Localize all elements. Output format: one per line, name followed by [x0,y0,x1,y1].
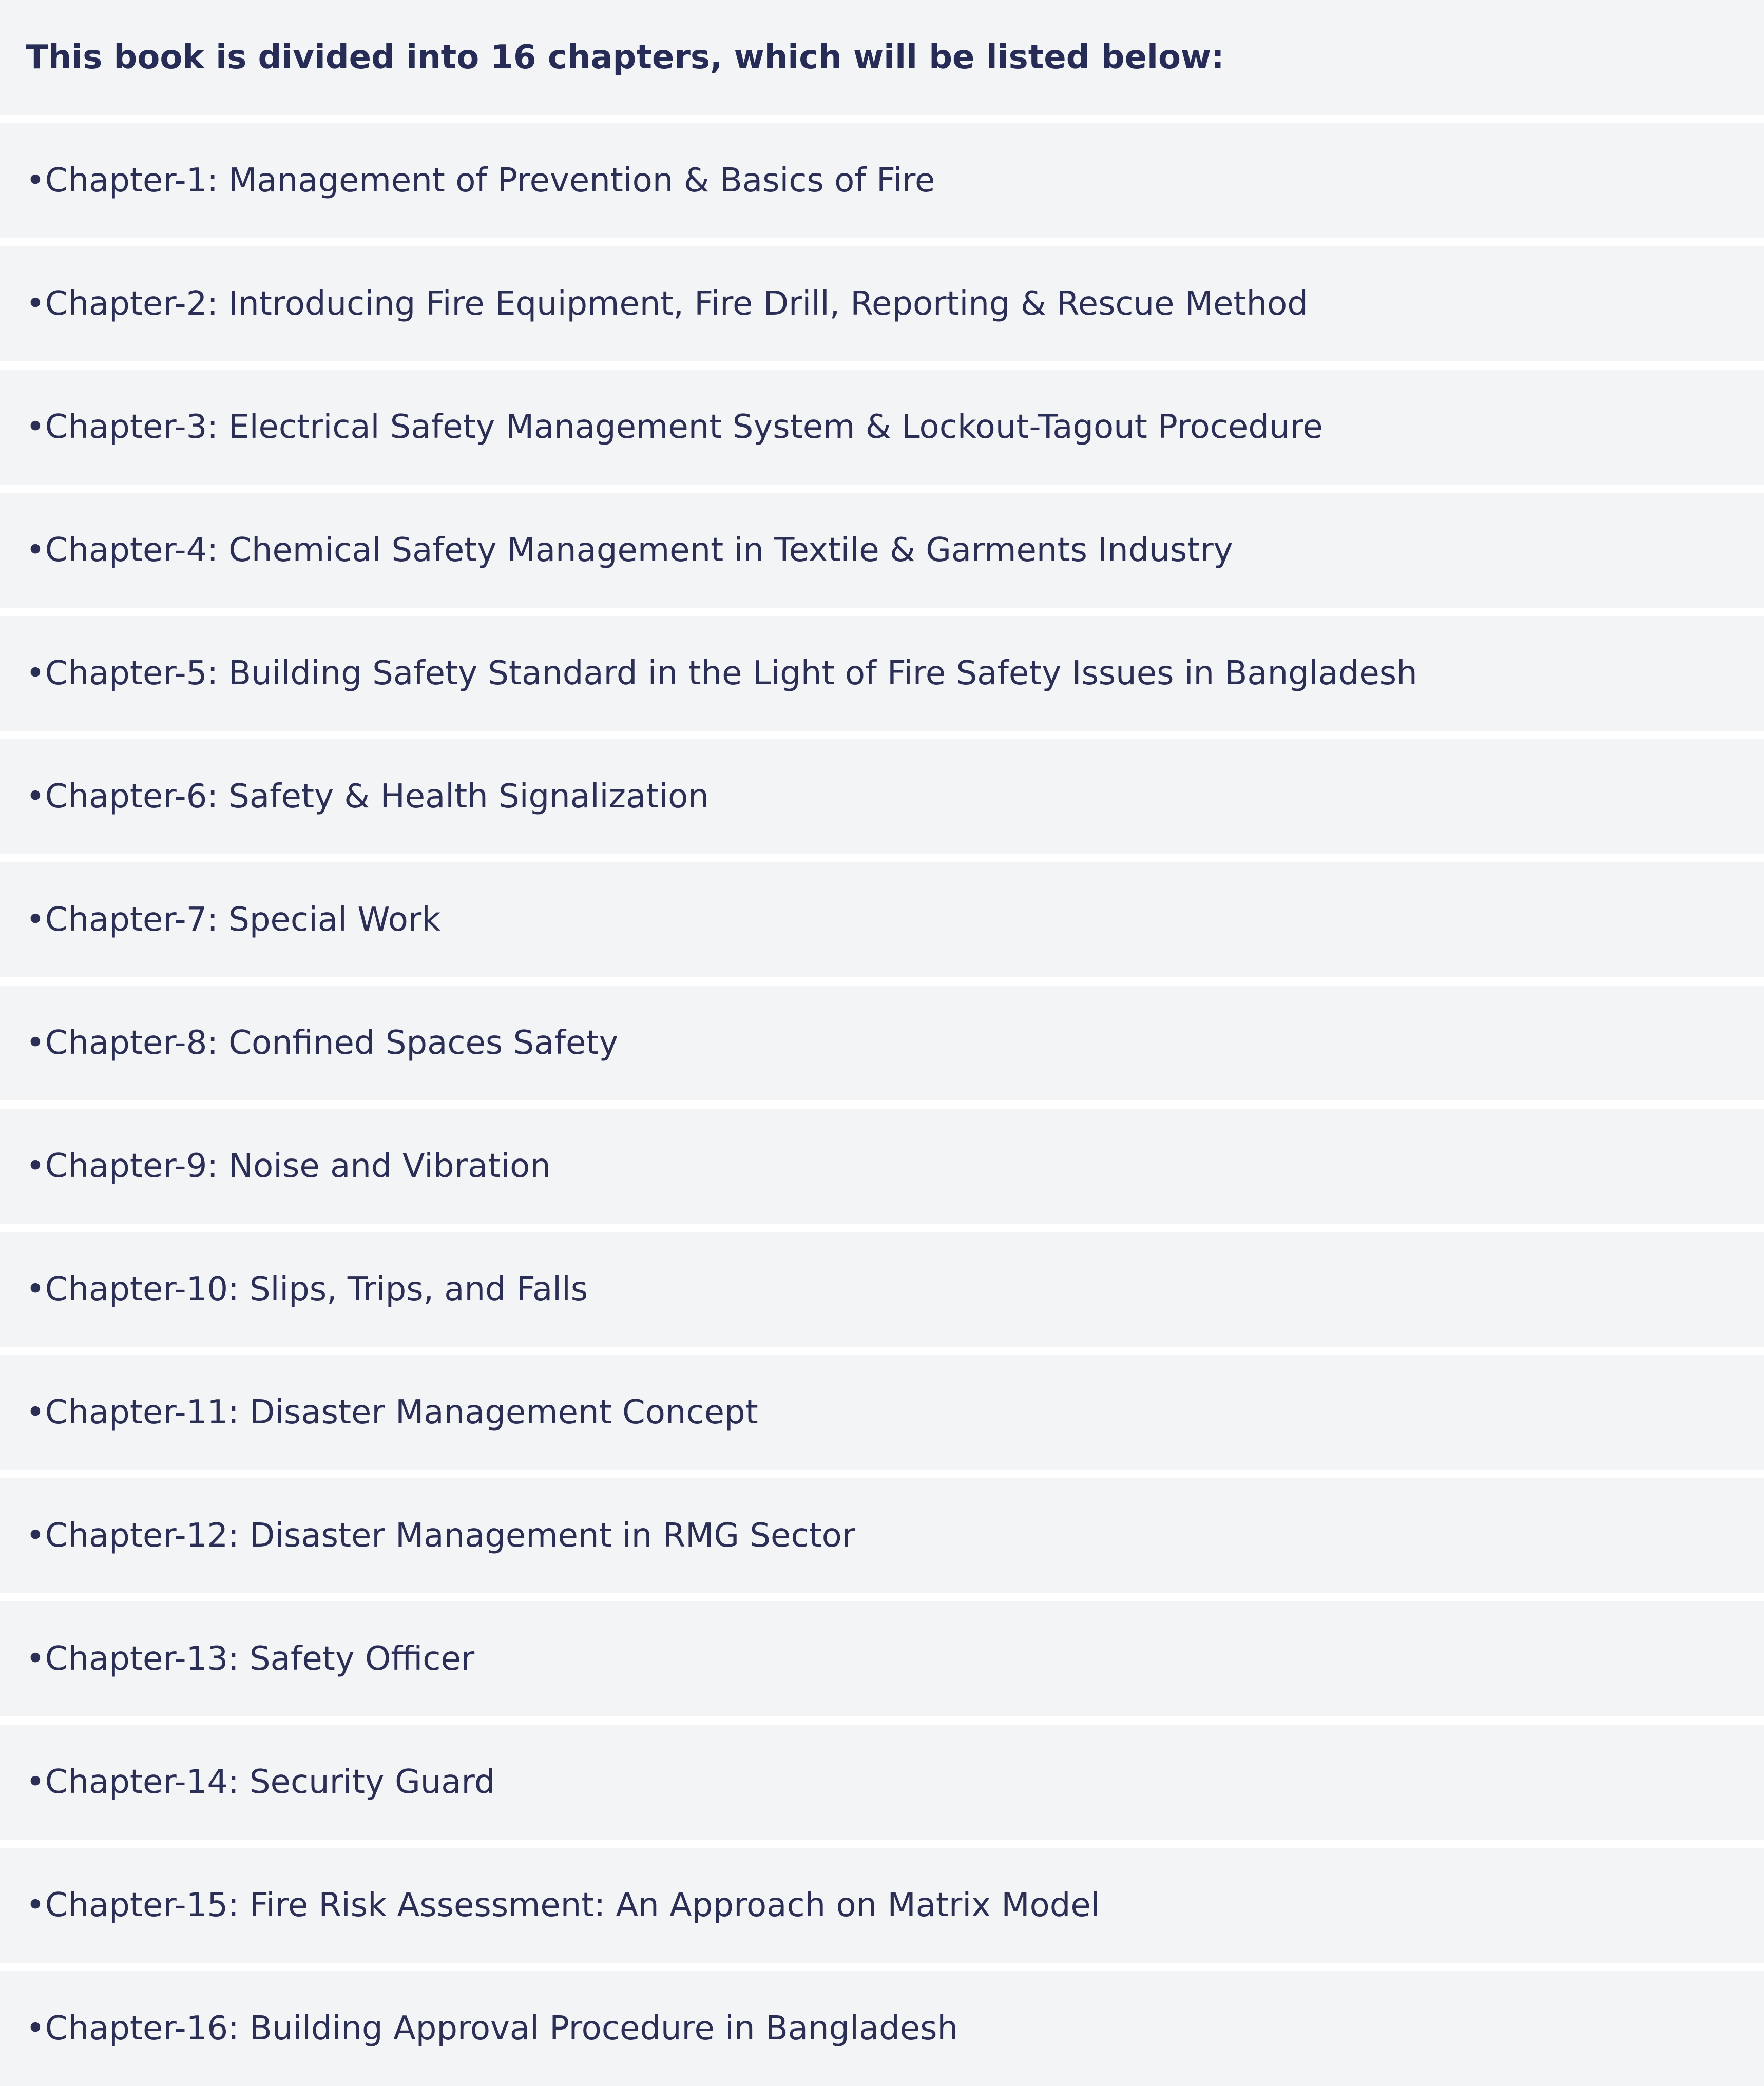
chapter-2-label: •Chapter-2: Introducing Fire Equipment, Fire Drill, Reporting & Rescue Method [26,285,1308,323]
chapter-7-label: •Chapter-7: Special Work [26,901,441,939]
list-item [0,1232,1764,1347]
list-item [0,739,1764,854]
list-item [0,1109,1764,1224]
list-item [0,616,1764,731]
chapter-4-label: •Chapter-4: Chemical Safety Management in Textile & Garments Industry [26,531,1233,569]
chapter-5-label: •Chapter-5: Building Safety Standard in the Light of Fire Safety Issues in Bangladesh [26,654,1417,692]
intro-text: This book is divided into 16 chapters, which will be listed below: [26,38,1224,76]
list-item [0,370,1764,485]
chapter-9-label: •Chapter-9: Noise and Vibration [26,1147,551,1185]
list-item [0,246,1764,361]
chapter-3-label: •Chapter-3: Electrical Safety Management System & Lockout-Tagout Procedure [26,408,1323,446]
list-item [0,1971,1764,2086]
chapter-8-label: •Chapter-8: Confined Spaces Safety [26,1024,619,1062]
chapter-14-label: •Chapter-14: Security Guard [26,1763,495,1801]
chapter-13-label: •Chapter-13: Safety Officer [26,1640,475,1678]
list-item [0,986,1764,1100]
intro-row [0,0,1764,115]
list-item [0,1478,1764,1593]
chapter-12-label: •Chapter-12: Disaster Management in RMG Sector [26,1517,856,1555]
chapter-1-label: •Chapter-1: Management of Prevention & Basics of Fire [26,162,935,200]
chapter-11-label: •Chapter-11: Disaster Management Concept [26,1394,758,1432]
list-item [0,1355,1764,1470]
chapter-6-label: •Chapter-6: Safety & Health Signalization [26,778,709,816]
list-item [0,123,1764,238]
list-item [0,493,1764,608]
list-item [0,1848,1764,1963]
list-item [0,1725,1764,1840]
list-item [0,862,1764,977]
list-item [0,1601,1764,1716]
chapter-10-label: •Chapter-10: Slips, Trips, and Falls [26,1270,588,1308]
chapter-16-label: •Chapter-16: Building Approval Procedure in Bangladesh [26,2010,958,2048]
chapter-15-label: •Chapter-15: Fire Risk Assessment: An Approach on Matrix Model [26,1886,1100,1924]
